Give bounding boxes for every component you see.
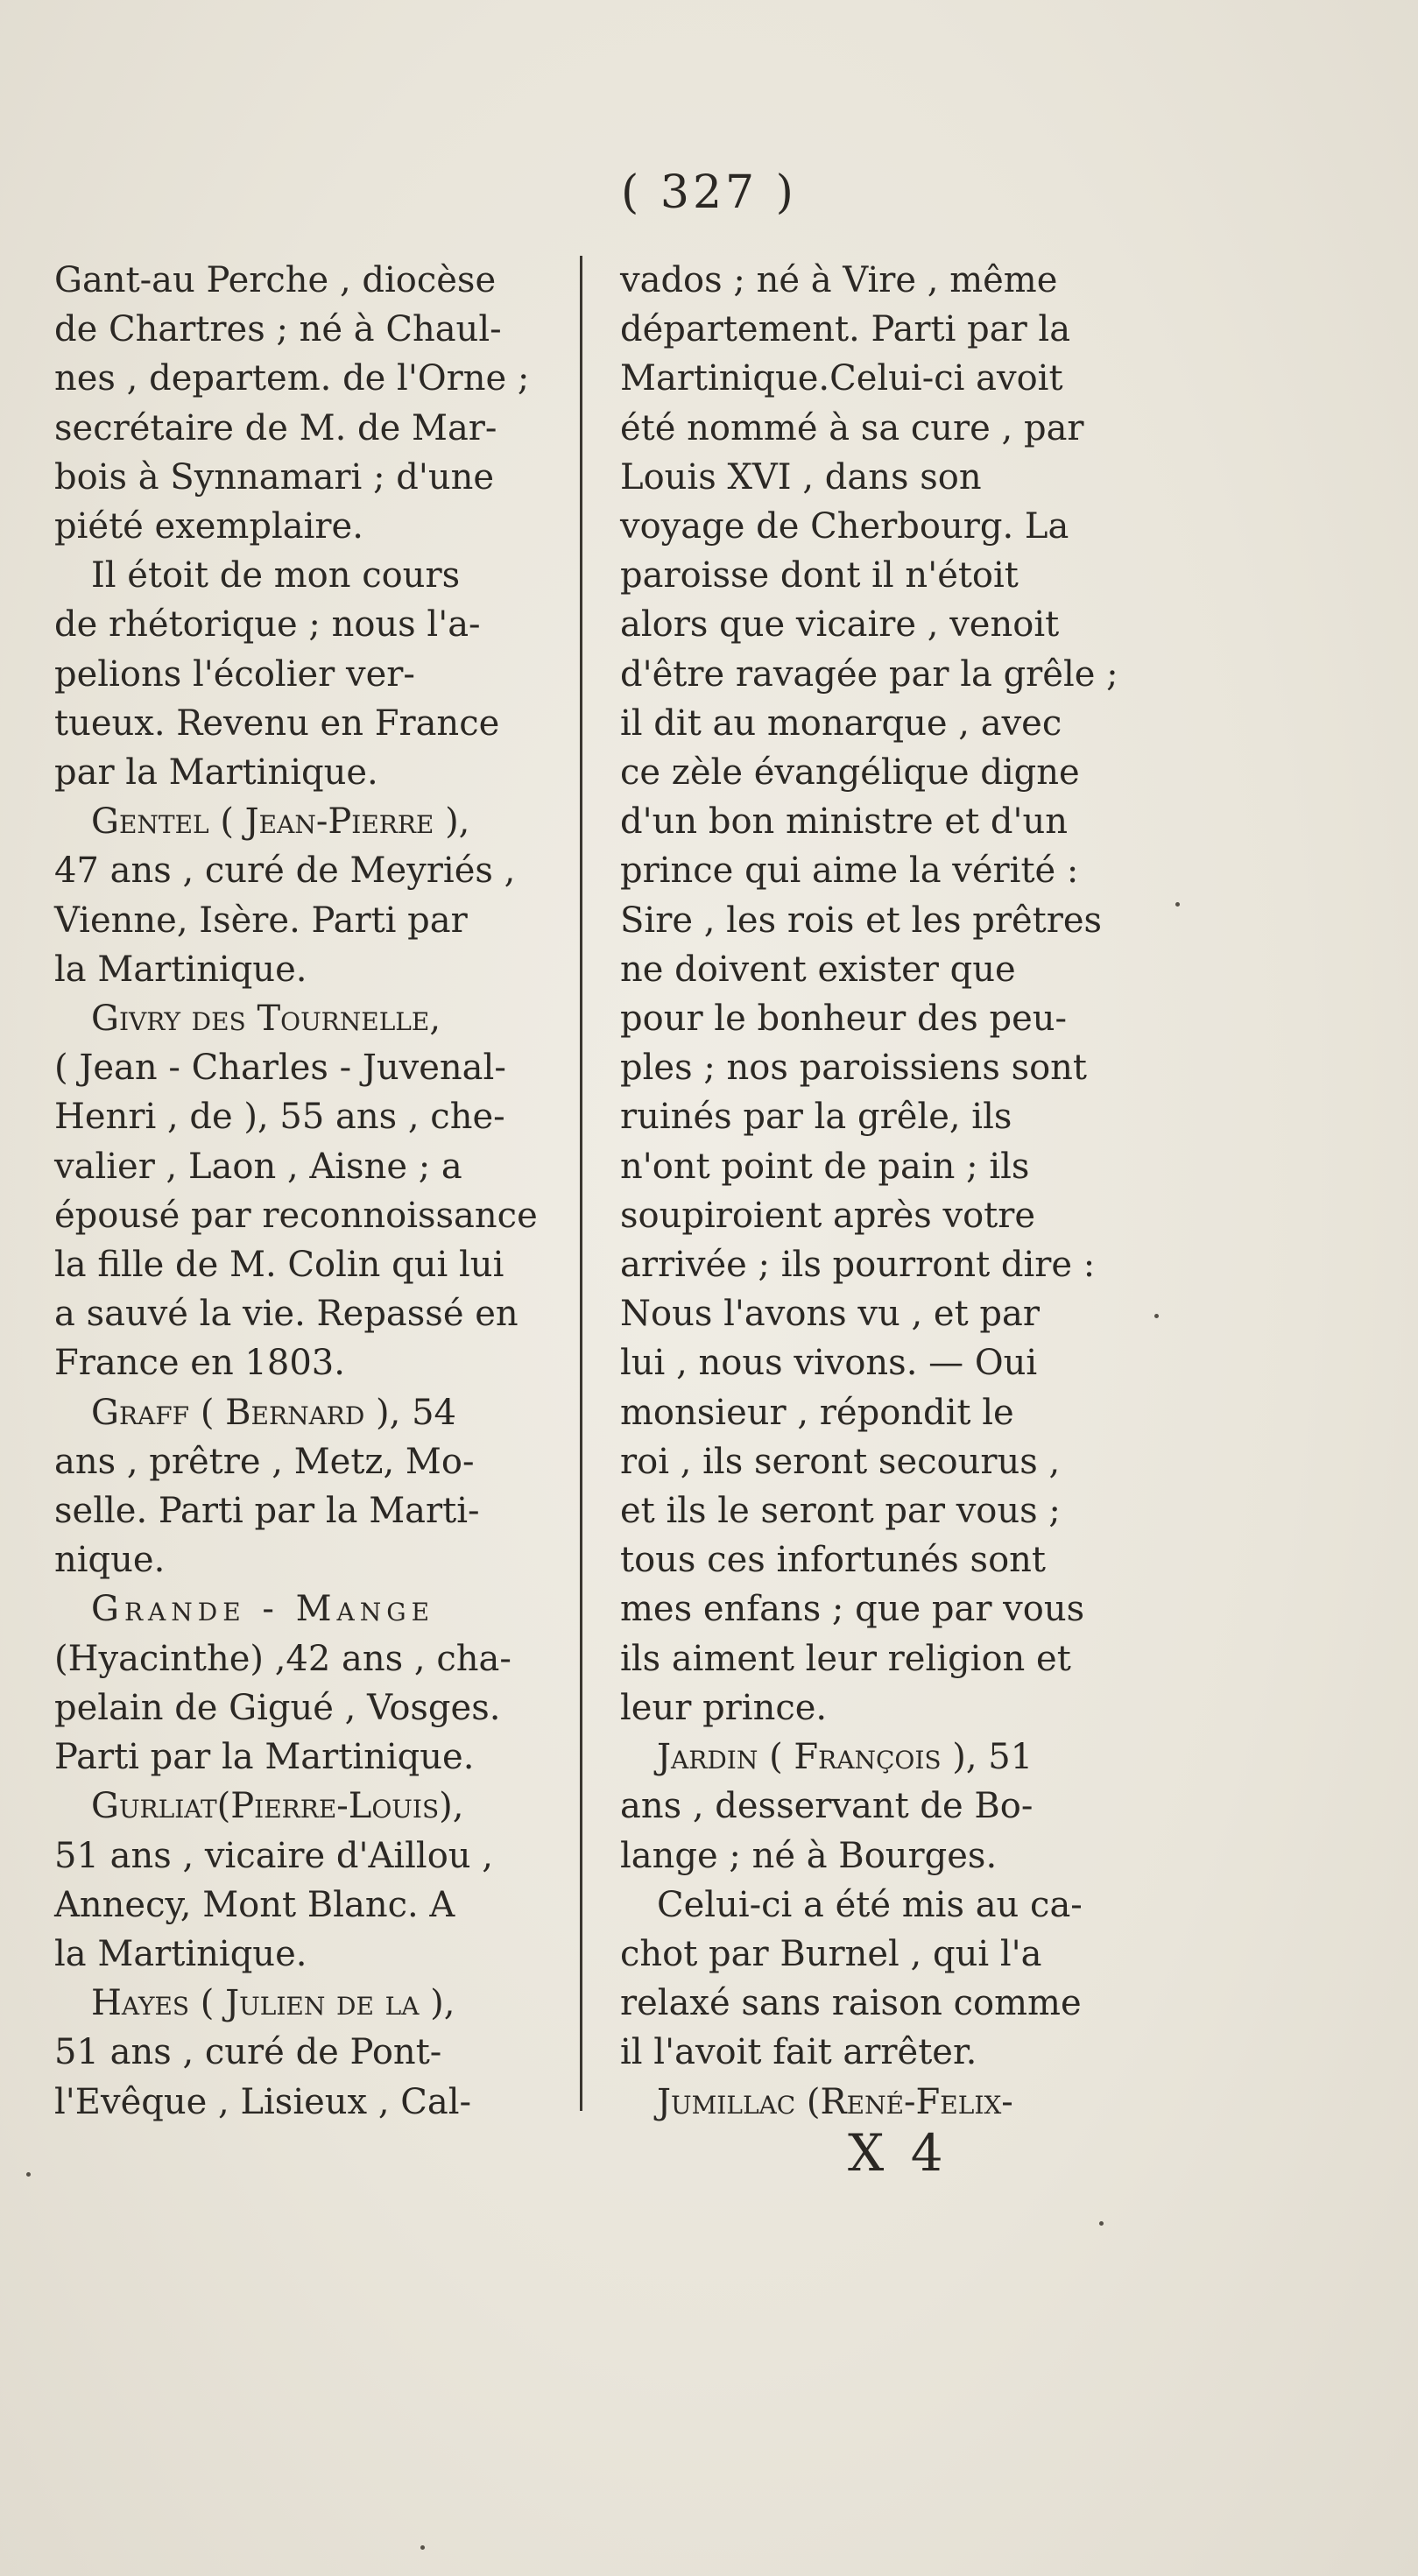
text-line: tous ces infortunés sont	[620, 1540, 1046, 1581]
text-line: pelain de Gigué , Vosges.	[54, 1687, 501, 1728]
text-line: soupiroient après votre	[620, 1195, 1036, 1236]
text-line: 47 ans , curé de Meyriés ,	[54, 850, 516, 892]
text-line: la Martinique.	[54, 949, 307, 990]
text-line: épousé par reconnoissance	[54, 1195, 538, 1236]
text-line: arrivée ; ils pourront dire :	[620, 1245, 1096, 1286]
column-divider	[580, 256, 582, 2111]
right-column	[620, 256, 1130, 2127]
text-line: ans , desservant de Bo-	[620, 1786, 1034, 1827]
text-line: nique.	[54, 1540, 166, 1581]
text-line: Il étoit de mon cours	[91, 555, 461, 596]
text-line: chot par Burnel , qui l'a	[620, 1933, 1042, 1974]
text-line: valier , Laon , Aisne ; a	[54, 1146, 462, 1187]
entry-heading: Grande - Mange	[91, 1589, 435, 1630]
text-line: lui , nous vivons. — Oui	[620, 1343, 1038, 1384]
entry-heading: Gurliat(Pierre-Louis),	[91, 1786, 464, 1827]
text-line: mes enfans ; que par vous	[620, 1589, 1085, 1630]
entry-heading: Gentel ( Jean-Pierre ),	[91, 801, 470, 843]
text-line: ples ; nos paroissiens sont	[620, 1048, 1088, 1089]
text-line: Martinique.Celui-ci avoit	[620, 358, 1063, 399]
text-line: vados ; né à Vire , même	[620, 260, 1058, 300]
text-line: Sire , les rois et les prêtres	[620, 900, 1103, 941]
text-line: Parti par la Martinique.	[54, 1737, 475, 1778]
text-line: Annecy, Mont Blanc. A	[54, 1884, 455, 1925]
text-line: pelions l'écolier ver-	[54, 653, 415, 695]
text-line: n'ont point de pain ; ils	[620, 1146, 1030, 1187]
text-line: ce zèle évangélique digne	[620, 752, 1080, 794]
text-line: été nommé à sa cure , par	[620, 407, 1084, 448]
text-line: secrétaire de M. de Mar-	[54, 407, 497, 448]
text-line: bois à Synnamari ; d'une	[54, 456, 495, 498]
text-line: alors que vicaire , venoit	[620, 604, 1060, 646]
left-column	[54, 256, 554, 2127]
text-line: paroisse dont il n'étoit	[620, 555, 1019, 596]
text-line: nes , departem. de l'Orne ;	[54, 358, 530, 399]
text-line: ans , prêtre , Metz, Mo-	[54, 1441, 475, 1482]
text-line: 51 ans , curé de Pont-	[54, 2032, 442, 2073]
text-line: voyage de Cherbourg. La	[620, 506, 1069, 547]
text-line: ( Jean - Charles - Juvenal-	[54, 1048, 506, 1089]
text-line: pour le bonheur des peu-	[620, 999, 1068, 1040]
text-line: a sauvé la vie. Repassé en	[54, 1294, 519, 1335]
text-line: la fille de M. Colin qui lui	[54, 1245, 504, 1286]
text-line: la Martinique.	[54, 1933, 307, 1974]
entry-heading: Hayes ( Julien de la ),	[91, 1983, 455, 2024]
text-line: piété exemplaire.	[54, 506, 363, 547]
text-line: prince qui aime la vérité :	[620, 850, 1079, 892]
paper-speck	[1175, 902, 1180, 907]
entry-heading: Graff ( Bernard ), 54	[91, 1392, 456, 1433]
entry-heading: Givry des Tournelle,	[91, 999, 441, 1040]
text-line: par la Martinique.	[54, 752, 378, 794]
text-line: monsieur , répondit le	[620, 1392, 1014, 1433]
text-line: il dit au monarque , avec	[620, 702, 1062, 744]
text-line: Gant-au Perche , diocèse	[54, 260, 497, 300]
text-line: 51 ans , vicaire d'Aillou ,	[54, 1835, 493, 1876]
text-line: d'un bon ministre et d'un	[620, 801, 1068, 843]
text-line: ruinés par la grêle, ils	[620, 1097, 1012, 1138]
paper-speck	[1154, 1314, 1159, 1318]
text-line: leur prince.	[620, 1687, 828, 1728]
paper-speck	[1099, 2221, 1104, 2226]
text-line: de rhétorique ; nous l'a-	[54, 604, 481, 646]
text-line: l'Evêque , Lisieux , Cal-	[54, 2081, 472, 2122]
text-line: France en 1803.	[54, 1343, 345, 1384]
text-line: Louis XVI , dans son	[620, 456, 982, 498]
paper-speck	[26, 2172, 31, 2177]
text-line: département. Parti par la	[620, 309, 1071, 350]
text-line: ils aiment leur religion et	[620, 1638, 1071, 1679]
text-line: de Chartres ; né à Chaul-	[54, 309, 502, 350]
text-line: relaxé sans raison comme	[620, 1983, 1082, 2024]
entry-heading: Jardin ( François ), 51	[657, 1737, 1034, 1778]
text-line: ne doivent exister que	[620, 949, 1016, 990]
text-line: d'être ravagée par la grêle ;	[620, 653, 1118, 695]
text-line: tueux. Revenu en France	[54, 702, 500, 744]
text-line: (Hyacinthe) ,42 ans , cha-	[54, 1638, 511, 1679]
text-line: Henri , de ), 55 ans , che-	[54, 1097, 505, 1138]
entry-heading: Jumillac (René-Felix-	[657, 2081, 1013, 2122]
signature-mark: X 4	[848, 2123, 949, 2183]
text-line: Nous l'avons vu , et par	[620, 1294, 1040, 1335]
text-line: roi , ils seront secourus ,	[620, 1441, 1061, 1482]
text-line: il l'avoit fait arrêter.	[620, 2032, 977, 2073]
text-line: lange ; né à Bourges.	[620, 1835, 998, 1876]
text-line: Celui-ci a été mis au ca-	[657, 1884, 1083, 1925]
text-line: selle. Parti par la Marti-	[54, 1491, 480, 1532]
text-line: et ils le seront par vous ;	[620, 1491, 1061, 1532]
page-number: ( 327 )	[621, 166, 797, 219]
text-line: Vienne, Isère. Parti par	[54, 900, 468, 941]
paper-speck	[420, 2545, 425, 2550]
